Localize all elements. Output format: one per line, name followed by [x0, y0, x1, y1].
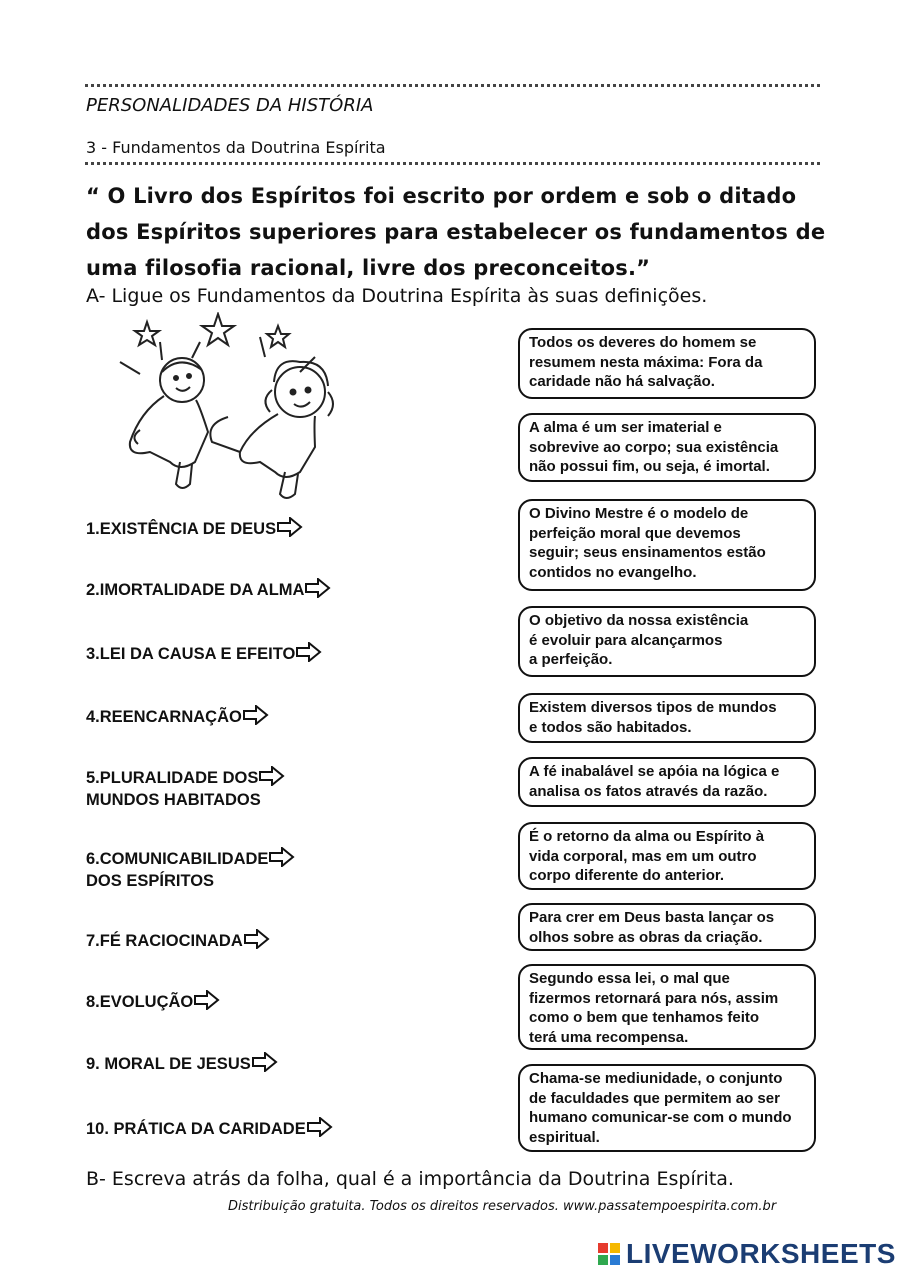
arrow-right-icon	[296, 642, 322, 662]
item-3	[86, 642, 322, 665]
item-10	[86, 1117, 333, 1140]
item-5-label-2: MUNDOS HABITADOS	[86, 791, 261, 809]
subtitle: 3 - Fundamentos da Doutrina Espírita	[86, 138, 386, 157]
definition-box-10[interactable]: Chama-se mediunidade, o conjunto de faculdades que permitem ao ser humano comunicar-se com o mundo espiritual.	[518, 1064, 816, 1152]
item-7-label: 7.FÉ RACIOCINADA	[86, 932, 243, 950]
definition-box-9[interactable]: Segundo essa lei, o mal que fizermos retornará para nós, assim como o bem que tenhamos feito terá uma recompensa.	[518, 964, 816, 1050]
arrow-right-icon	[244, 929, 270, 949]
definition-box-1[interactable]: Todos os deveres do homem se resumem nesta máxima: Fora da caridade não há salvação.	[518, 328, 816, 399]
arrow-right-icon	[277, 517, 303, 537]
item-3-label: 3.LEI DA CAUSA E EFEITO	[86, 645, 296, 663]
item-4-label: 4.REENCARNAÇÃO	[86, 708, 242, 726]
item-9	[86, 1052, 278, 1075]
arrow-right-icon	[307, 1117, 333, 1137]
item-2	[86, 578, 331, 601]
sub-divider	[85, 162, 820, 165]
brand-name: LIVEWORKSHEETS	[626, 1238, 896, 1269]
instruction-b: B- Escreva atrás da folha, qual é a importância da Doutrina Espírita.	[86, 1168, 734, 1190]
top-divider	[85, 84, 820, 87]
item-8	[86, 990, 220, 1013]
definition-box-5[interactable]: Existem diversos tipos de mundos e todos são habitados.	[518, 693, 816, 743]
item-5-label: 5.PLURALIDADE DOS	[86, 769, 259, 787]
logo-icon	[598, 1243, 620, 1265]
item-8-label: 8.EVOLUÇÃO	[86, 993, 194, 1011]
item-2-label: 2.IMORTALIDADE DA ALMA	[86, 581, 305, 599]
arrow-right-icon	[269, 847, 295, 867]
item-7	[86, 929, 270, 952]
definition-box-6[interactable]: A fé inabalável se apóia na lógica e analisa os fatos através da razão.	[518, 757, 816, 807]
instruction-a: A- Ligue os Fundamentos da Doutrina Espírita às suas definições.	[86, 285, 708, 307]
item-4	[86, 705, 269, 728]
definition-box-3[interactable]: O Divino Mestre é o modelo de perfeição moral que devemos seguir; seus ensinamentos estão contidos no evangelho.	[518, 499, 816, 591]
footer-credits: Distribuição gratuita. Todos os direitos reservados. www.passatempoespirita.com.br	[228, 1199, 777, 1214]
definition-box-4[interactable]: O objetivo da nossa existência é evoluir para alcançarmos a perfeição.	[518, 606, 816, 677]
item-1	[86, 517, 303, 540]
arrow-right-icon	[243, 705, 269, 725]
item-5	[86, 766, 285, 811]
item-10-label: 10. PRÁTICA DA CARIDADE	[86, 1120, 306, 1138]
arrow-right-icon	[259, 766, 285, 786]
definition-box-7[interactable]: É o retorno da alma ou Espírito à vida corporal, mas em um outro corpo diferente do anterior.	[518, 822, 816, 890]
item-6-label: 6.COMUNICABILIDADE	[86, 850, 269, 868]
liveworksheets-logo[interactable]	[598, 1238, 896, 1270]
item-6-label-2: DOS ESPÍRITOS	[86, 872, 215, 890]
quote: “ O Livro dos Espíritos foi escrito por ordem e sob o ditado dos Espíritos superiores para estabelecer os fundamentos de uma filosofia racional, livre dos preconceitos.”	[86, 184, 826, 280]
definition-box-8[interactable]: Para crer em Deus basta lançar os olhos sobre as obras da criação.	[518, 903, 816, 951]
item-9-label: 9. MORAL DE JESUS	[86, 1055, 251, 1073]
arrow-right-icon	[305, 578, 331, 598]
definition-box-2[interactable]: A alma é um ser imaterial e sobrevive ao corpo; sua existência não possui fim, ou seja, é imortal.	[518, 413, 816, 482]
item-1-label: 1.EXISTÊNCIA DE DEUS	[86, 520, 277, 538]
angels-illustration	[100, 312, 340, 512]
item-6	[86, 847, 295, 892]
section-title: PERSONALIDADES DA HISTÓRIA	[86, 95, 374, 116]
arrow-right-icon	[252, 1052, 278, 1072]
arrow-right-icon	[194, 990, 220, 1010]
